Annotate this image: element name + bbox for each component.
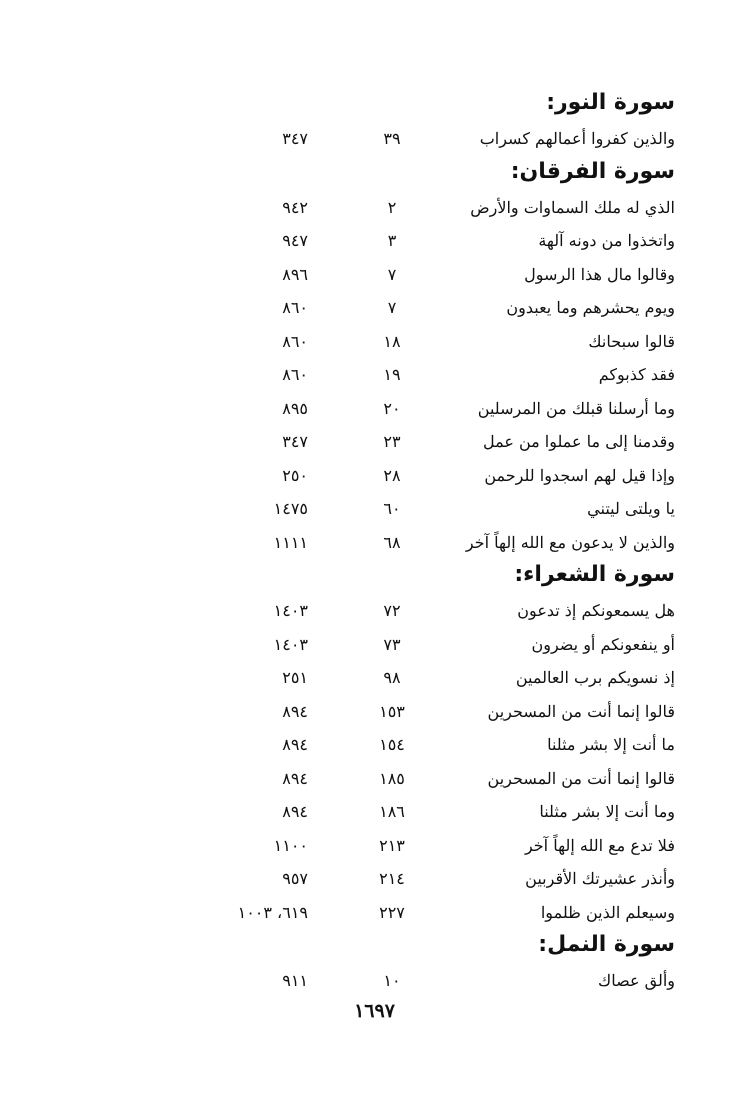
index-entry <box>0 259 749 293</box>
page-reference: ٦١٩، ١٠٠٣ <box>237 902 308 922</box>
index-entry <box>0 192 749 226</box>
page-reference: ٩٤٧ <box>282 231 308 250</box>
surah-title: سورة النمل: <box>538 932 675 957</box>
index-entry <box>0 359 749 393</box>
verse-number: ٢٠ <box>383 398 401 418</box>
verse-excerpt: وقالوا مال هذا الرسول <box>524 264 675 284</box>
verse-excerpt: فقد كذبوكم <box>598 365 675 384</box>
index-entry <box>0 965 749 999</box>
verse-excerpt: والذين لا يدعون مع الله إلهاً آخر <box>465 532 675 552</box>
verse-number: ٣٩ <box>383 129 401 148</box>
verse-number: ٢١٣ <box>379 835 405 855</box>
index-entry <box>0 527 749 561</box>
page-reference: ٨٦٠ <box>282 298 308 317</box>
page-reference: ٨٦٠ <box>282 365 308 384</box>
index-entry <box>0 326 749 360</box>
surah-title: سورة الفرقان: <box>510 158 675 184</box>
page-reference: ٩١١ <box>282 971 308 990</box>
page-reference: ٣٤٧ <box>282 432 308 451</box>
verse-number: ٦٠ <box>383 499 401 518</box>
verse-number: ٢٢٧ <box>379 902 405 922</box>
index-entry <box>0 225 749 259</box>
page-reference: ١١١١ <box>273 532 308 552</box>
verse-number: ١٥٤ <box>379 735 405 754</box>
page-number: ١٦٩٧ <box>354 1000 395 1022</box>
page-reference: ٨٩٤ <box>282 735 308 754</box>
index-entry <box>0 595 749 629</box>
page-reference: ٩٥٧ <box>282 869 308 888</box>
verse-number: ١٩ <box>383 365 401 384</box>
verse-excerpt: وما أنت إلا بشر مثلنا <box>539 802 675 821</box>
page-reference: ٣٤٧ <box>282 129 308 148</box>
verse-number: ١٠ <box>383 971 401 990</box>
verse-excerpt: وأنذر عشيرتك الأقربين <box>525 869 675 888</box>
verse-excerpt: إذ نسويكم برب العالمين <box>515 668 675 687</box>
index-entry <box>0 292 749 326</box>
verse-excerpt: قالوا سبحانك <box>588 331 675 351</box>
page-reference: ٨٩٤ <box>282 768 308 788</box>
verse-number: ٧ <box>387 264 397 284</box>
index-entry <box>0 426 749 460</box>
verse-number: ٢ <box>387 197 397 217</box>
verse-excerpt: ويوم يحشرهم وما يعبدون <box>506 298 675 317</box>
verse-number: ٢٨ <box>383 465 401 485</box>
page-reference: ٨٦٠ <box>282 331 308 351</box>
verse-excerpt: فلا تدع مع الله إلهاً آخر <box>524 835 675 855</box>
surah-heading <box>0 157 749 192</box>
page-reference: ٢٥١ <box>282 668 308 687</box>
verse-number: ٧٣ <box>383 634 401 654</box>
verse-number: ٢١٤ <box>379 869 405 888</box>
verse-excerpt: أو ينفعونكم أو يضرون <box>531 634 675 654</box>
page-reference: ٨٩٥ <box>282 398 308 418</box>
verse-excerpt: هل يسمعونكم إذ تدعون <box>517 601 675 620</box>
index-entry <box>0 897 749 931</box>
page-reference: ٨٩٤ <box>282 701 308 721</box>
verse-number: ١٥٣ <box>379 701 405 721</box>
index-entry <box>0 662 749 696</box>
verse-number: ٩٨ <box>383 668 401 687</box>
verse-excerpt: الذي له ملك السماوات والأرض <box>470 197 675 217</box>
verse-excerpt: ما أنت إلا بشر مثلنا <box>547 735 675 754</box>
page-reference: ١٤٧٥ <box>273 499 308 518</box>
index-entry <box>0 863 749 897</box>
verse-number: ١٨٦ <box>379 802 405 821</box>
verse-number: ١٨٥ <box>379 768 405 788</box>
index-entry <box>0 123 749 157</box>
verse-number: ٧٢ <box>383 601 401 620</box>
verse-excerpt: قالوا إنما أنت من المسحرين <box>487 701 675 721</box>
index-entry <box>0 460 749 494</box>
verse-number: ٢٣ <box>383 432 401 451</box>
surah-heading <box>0 930 749 965</box>
page-reference: ١١٠٠ <box>273 835 308 855</box>
page-reference: ١٤٠٣ <box>273 601 308 620</box>
surah-heading <box>0 560 749 595</box>
verse-excerpt: وألق عصاك <box>598 971 675 990</box>
verse-number: ١٨ <box>383 331 401 351</box>
index-entry <box>0 729 749 763</box>
page-reference: ٢٥٠ <box>282 465 308 485</box>
page-reference: ٨٩٦ <box>282 264 308 284</box>
page-reference: ٨٩٤ <box>282 802 308 821</box>
verse-number: ٣ <box>387 231 397 250</box>
verse-excerpt: يا ويلتى ليتني <box>587 499 675 518</box>
index-entry <box>0 830 749 864</box>
surah-title: سورة الشعراء: <box>514 562 675 587</box>
surah-heading <box>0 88 749 123</box>
verse-number: ٦٨ <box>383 532 401 552</box>
verse-excerpt: وقدمنا إلى ما عملوا من عمل <box>482 432 675 451</box>
index-entry <box>0 393 749 427</box>
verse-excerpt: قالوا إنما أنت من المسحرين <box>487 768 675 788</box>
index-entry <box>0 629 749 663</box>
verse-excerpt: واتخذوا من دونه آلهة <box>538 231 675 250</box>
page-reference: ١٤٠٣ <box>273 634 308 654</box>
surah-title: سورة النور: <box>546 90 675 115</box>
verse-excerpt: وإذا قيل لهم اسجدوا للرحمن <box>484 465 675 485</box>
verse-excerpt: والذين كفروا أعمالهم كسراب <box>479 129 675 148</box>
verse-excerpt: وسيعلم الذين ظلموا <box>540 902 675 922</box>
index-entry <box>0 493 749 527</box>
index-entry <box>0 696 749 730</box>
index-entry <box>0 796 749 830</box>
verse-index <box>0 88 749 999</box>
page-reference: ٩٤٢ <box>282 197 308 217</box>
verse-number: ٧ <box>387 298 397 317</box>
index-entry <box>0 763 749 797</box>
verse-excerpt: وما أرسلنا قبلك من المرسلين <box>477 398 675 418</box>
